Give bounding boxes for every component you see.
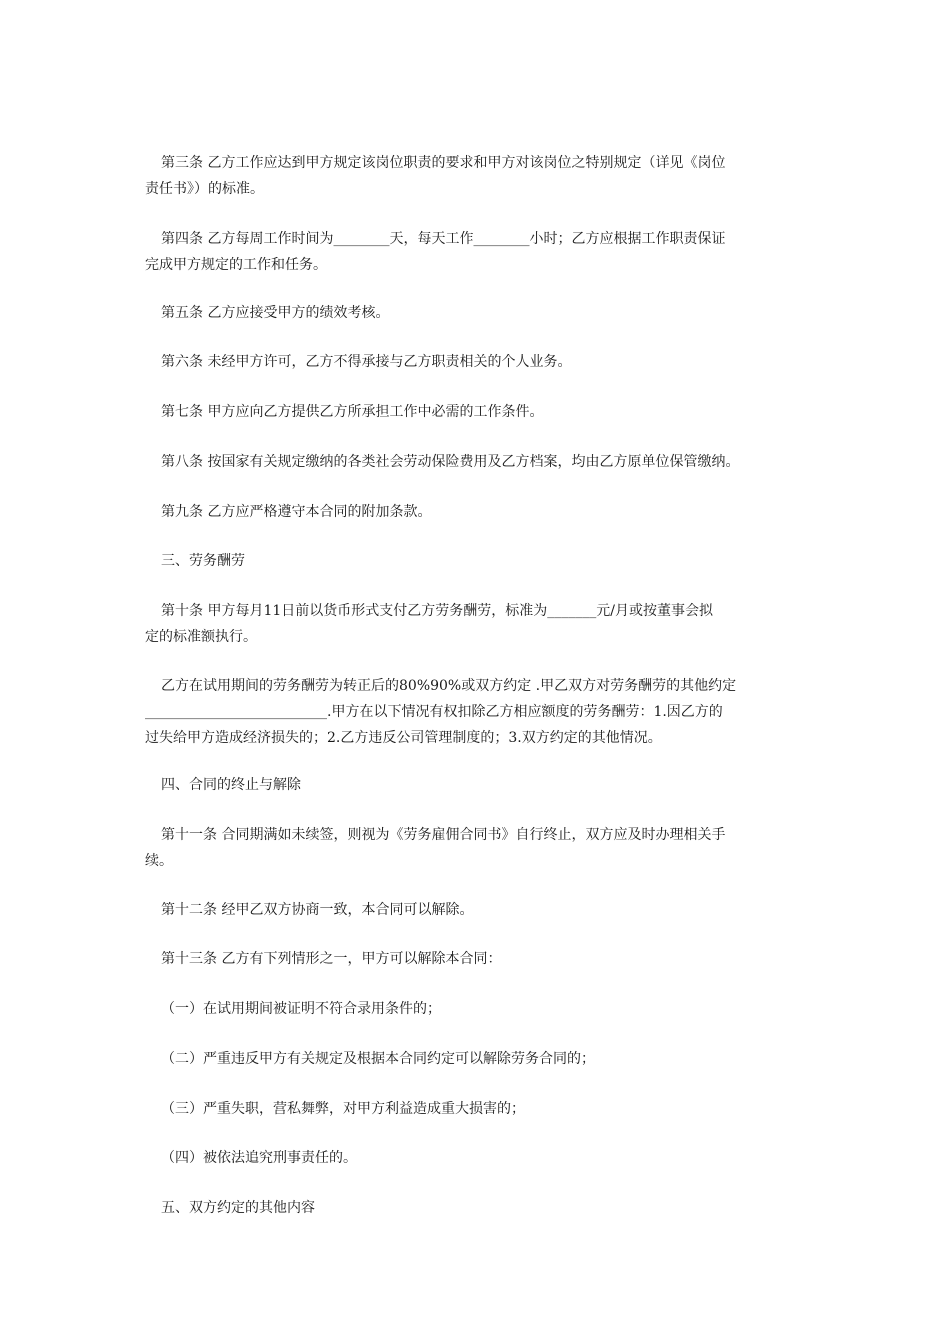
article-13-item-3: （三）严重失职，营私舞弊，对甲方利益造成重大损害的； [161,1101,525,1117]
article-7: 第七条 甲方应向乙方提供乙方所承担工作中必需的工作条件。 [161,404,544,420]
article-10 [145,598,815,650]
article-10-line-1: 第十条 甲方每月11日前以货币形式支付乙方劳务酬劳，标准为_______元/月或按董事会拟 [161,603,713,619]
article-13-item-1: （一）在试用期间被证明不符合录用条件的； [161,1001,441,1017]
article-12: 第十二条 经甲乙双方协商一致，本合同可以解除。 [161,902,474,918]
probation-pay-line-1: 乙方在试用期间的劳务酬劳为转正后的80%90%或双方约定 .甲乙双方对劳务酬劳的其他约定 [161,678,737,694]
probation-pay-line-3: 过失给甲方造成经济损失的；2.乙方违反公司管理制度的；3.双方约定的其他情况。 [145,730,662,746]
article-10-line-2: 定的标准额执行。 [145,629,257,645]
section-4-heading: 四、合同的终止与解除 [161,777,301,793]
article-3 [145,150,815,202]
article-3-line-1: 第三条 乙方工作应达到甲方规定该岗位职责的要求和甲方对该岗位之特别规定（详见《岗位 [161,155,726,171]
probation-pay-paragraph [145,673,815,751]
section-5-heading: 五、双方约定的其他内容 [161,1200,315,1216]
probation-pay-line-2: __________________________.甲方在以下情况有权扣除乙方相应额度的劳务酬劳：1.因乙方的 [145,704,723,720]
article-13: 第十三条 乙方有下列情形之一，甲方可以解除本合同： [161,951,502,967]
article-13-item-4: （四）被依法追究刑事责任的。 [161,1150,357,1166]
article-13-item-2: （二）严重违反甲方有关规定及根据本合同约定可以解除劳务合同的； [161,1051,595,1067]
article-4-line-2: 完成甲方规定的工作和任务。 [145,257,327,273]
article-5: 第五条 乙方应接受甲方的绩效考核。 [161,305,390,321]
article-11-line-1: 第十一条 合同期满如未续签，则视为《劳务雇佣合同书》自行终止，双方应及时办理相关手 [161,827,726,843]
article-4-line-1: 第四条 乙方每周工作时间为________天，每天工作________小时；乙方应根据工作职责保证 [161,231,726,247]
article-6: 第六条 未经甲方许可，乙方不得承接与乙方职责相关的个人业务。 [161,354,572,370]
article-11 [145,822,815,874]
article-11-line-2: 续。 [145,853,173,869]
article-9: 第九条 乙方应严格遵守本合同的附加条款。 [161,504,432,520]
article-3-line-2: 责任书》）的标准。 [145,181,264,197]
section-3-heading: 三、劳务酬劳 [161,553,245,569]
article-8: 第八条 按国家有关规定缴纳的各类社会劳动保险费用及乙方档案，均由乙方原单位保管缴纳。 [161,454,740,470]
article-4 [145,226,815,278]
